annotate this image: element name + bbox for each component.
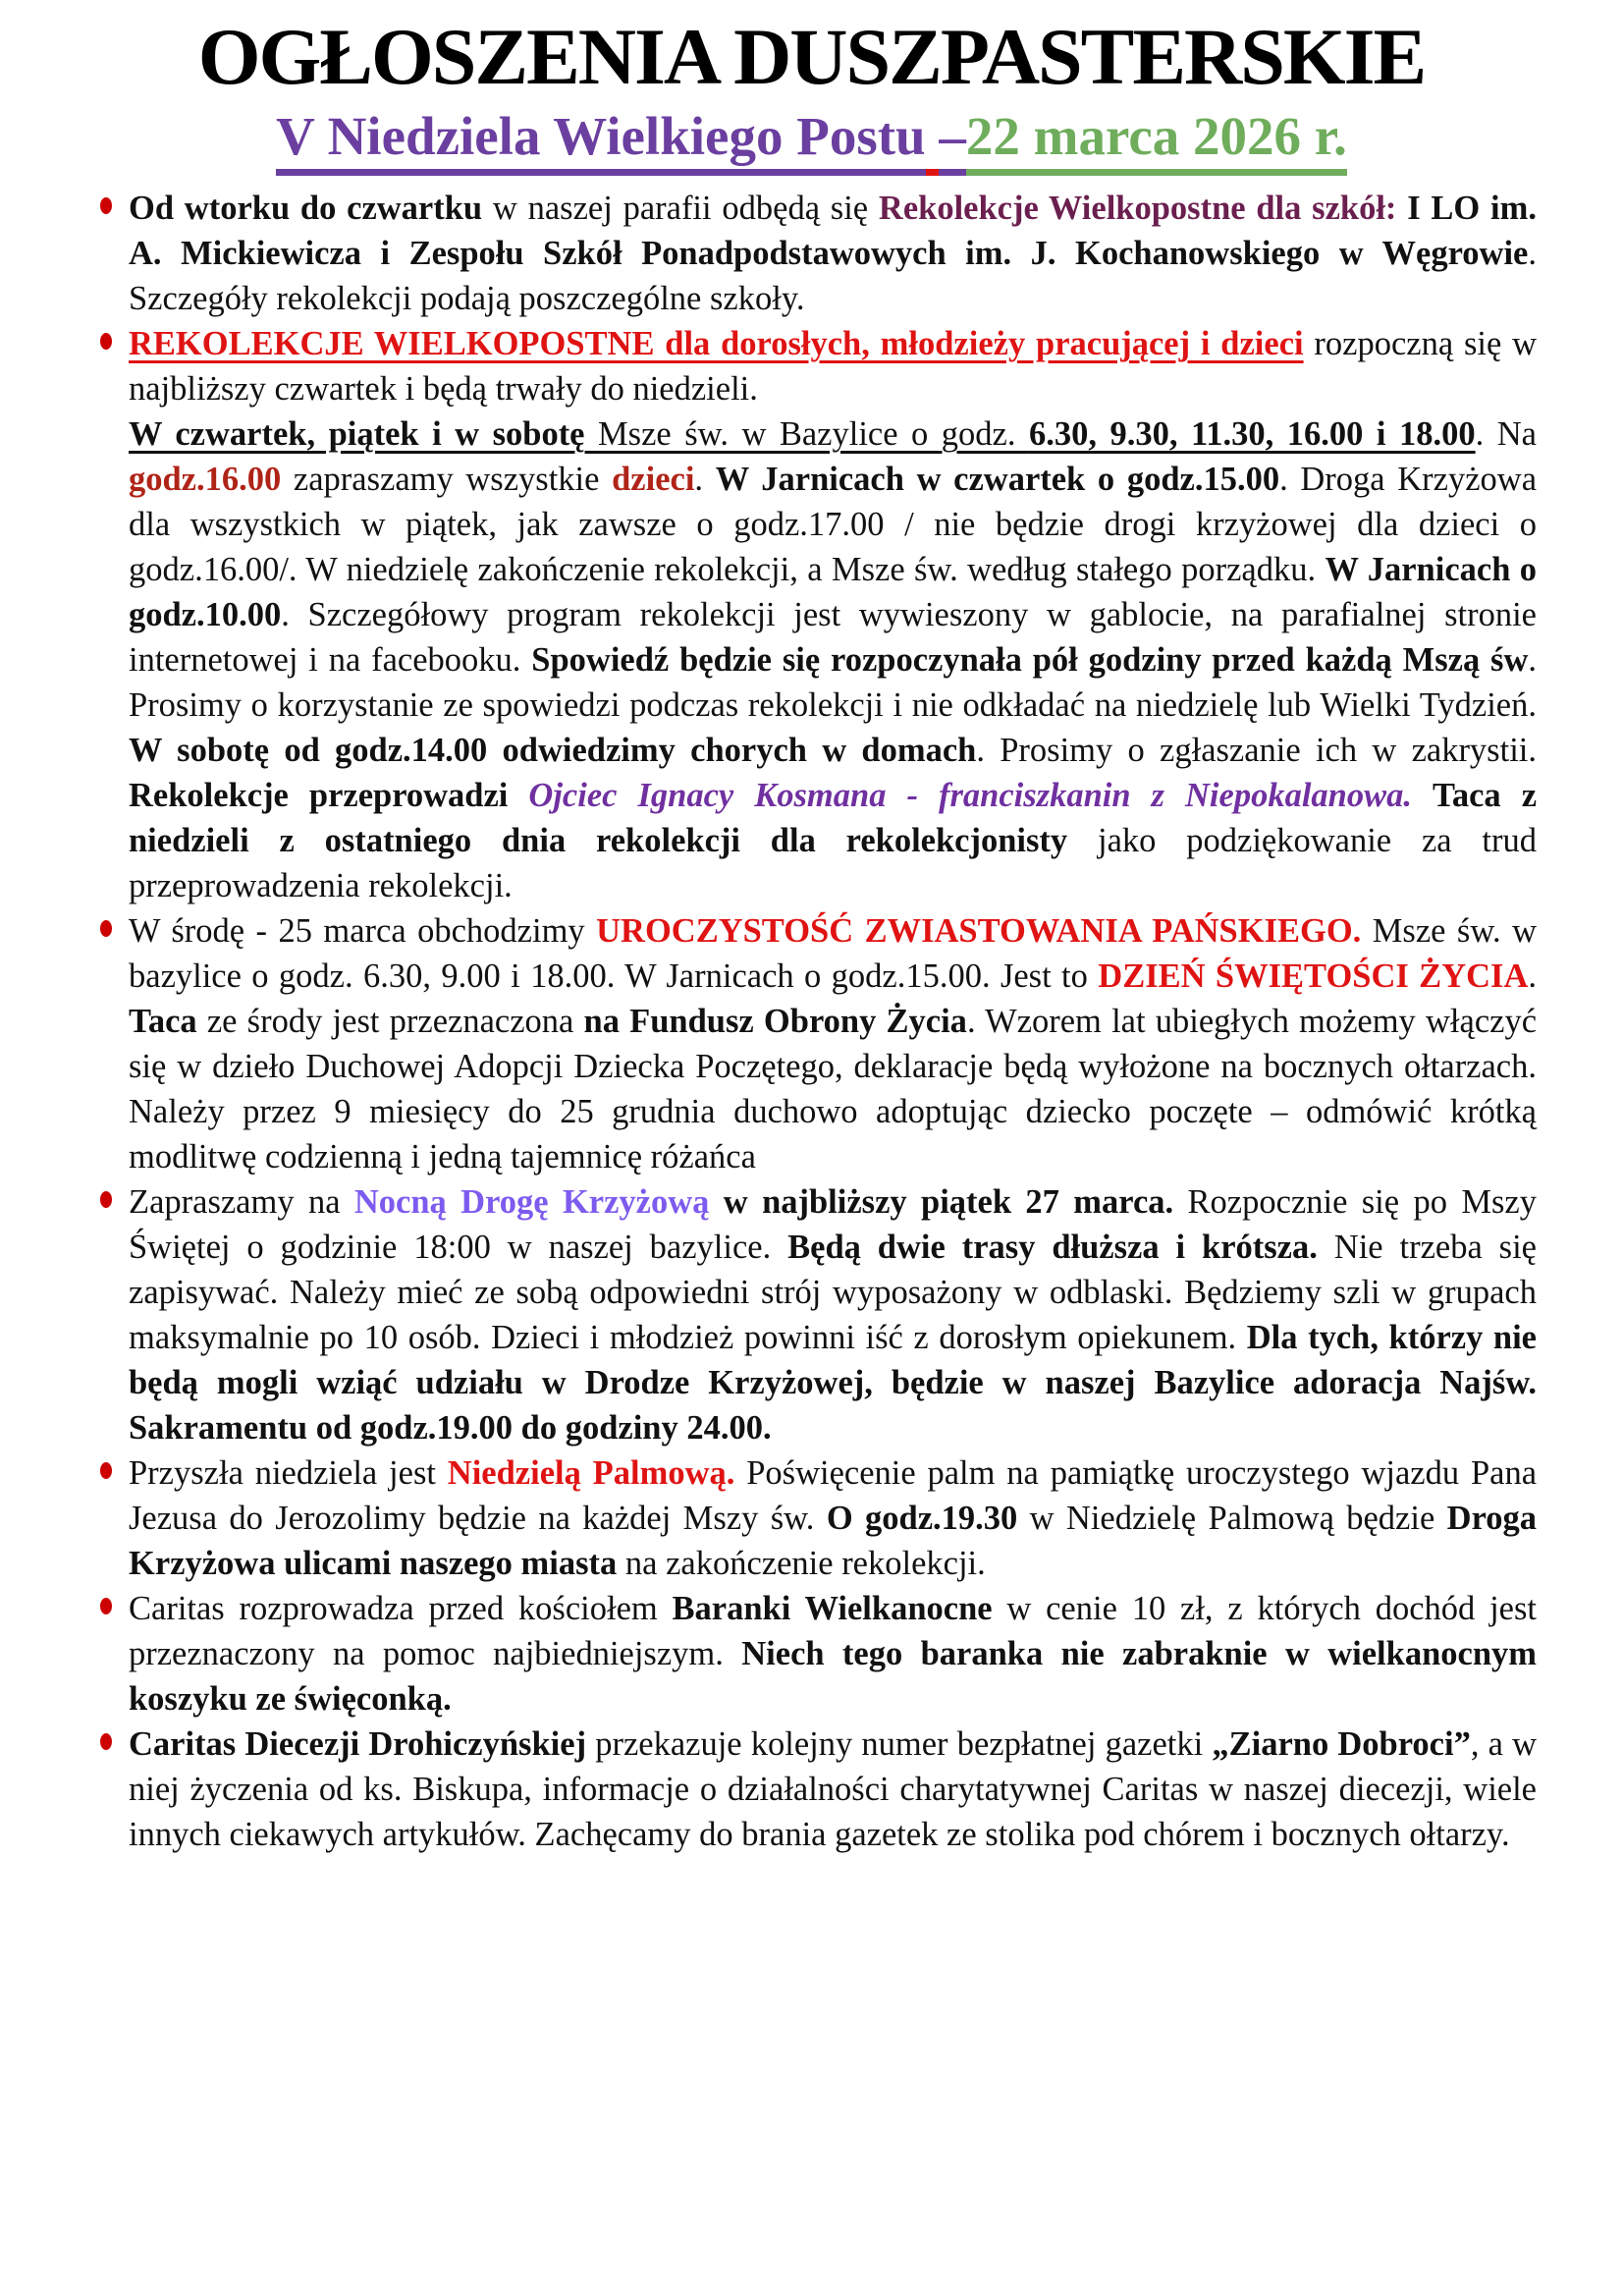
subtitle-season: V Niedziela Wielkiego Postu xyxy=(276,106,926,176)
text-segment: ze środy jest przeznaczona xyxy=(196,1003,584,1041)
bullet-icon xyxy=(100,1733,112,1750)
announcement-item xyxy=(96,186,1537,321)
text-segment: Niech tego baranka nie zabraknie w wielkanocnym koszyku ze święconką. xyxy=(129,1635,1537,1719)
text-segment: Taca xyxy=(129,1003,197,1041)
text-segment: na zakończenie rekolekcji. xyxy=(617,1545,986,1583)
text-segment: w cenie 10 zł, z których dochód jest przeznaczony na pomoc najbiedniejszym. xyxy=(129,1590,1537,1673)
bullet-icon xyxy=(100,197,112,214)
text-segment: Caritas Diecezji Drohiczyńskiej xyxy=(129,1725,587,1764)
text-segment: W Jarnicach w czwartek o godz.15.00 xyxy=(715,461,1280,499)
text-segment: . Szczegółowy program rekolekcji jest wywieszony w gablocie, na parafialnej stronie internetowej i na facebooku. xyxy=(129,596,1537,680)
text-segment: W Jarnicach o godz.10.00 xyxy=(129,551,1537,634)
bullet-icon xyxy=(100,1462,112,1479)
text-segment: W środę - 25 marca obchodzimy xyxy=(129,912,597,951)
text-segment: Taca z niedzieli z ostatniego dnia rekolekcji dla rekolekcjonisty xyxy=(129,777,1538,860)
text-segment: Nocną Drogę Krzyżową xyxy=(353,1183,710,1222)
announcement-list xyxy=(96,186,1537,1857)
text-segment: DZIEŃ ŚWIĘTOŚCI ŻYCIA xyxy=(1098,957,1529,996)
text-segment: Zapraszamy na xyxy=(129,1183,354,1222)
text-segment: Ojciec Ignacy Kosmana - franciszkanin z Niepokalanowa. xyxy=(528,777,1412,815)
text-segment: Dla tych, którzy nie będą mogli wziąć udziału w Drodze Krzyżowej, będzie w naszej Bazylice adoracja Najśw. Sakramentu od godz.19.00 do godziny 24.00. xyxy=(129,1319,1537,1448)
text-segment: Rozpocznie się po Mszy Świętej o godzinie 18:00 w naszej bazylice. xyxy=(129,1183,1537,1267)
text-segment: w najbliższy piątek 27 marca. xyxy=(723,1183,1174,1222)
page-title: OGŁOSZENIA DUSZPASTERSKIE xyxy=(197,12,1426,101)
text-segment: Od wtorku do czwartku xyxy=(129,190,483,228)
subtitle-date: 22 marca 2026 r. xyxy=(966,106,1347,176)
text-segment: , a w niej życzenia od ks. Biskupa, informacje o działalności charytatywnej Caritas w naszej diecezji, wiele innych ciekawych artykułów. Zachęcamy do brania gazetek ze stolika pod chórem i bocznych ołtarzy. xyxy=(129,1725,1537,1854)
text-segment: jako podziękowanie za trud przeprowadzenia rekolekcji. xyxy=(129,822,1537,905)
text-segment: godz.16.00 xyxy=(129,461,282,499)
announcement-item xyxy=(96,1450,1537,1586)
announcement-item xyxy=(96,321,1537,908)
text-segment: na Fundusz Obrony Życia xyxy=(583,1003,967,1041)
text-segment: Nie trzeba się zapisywać. Należy mieć ze sobą odpowiedni strój wyposażony w odblaski. Będziemy szli w grupach maksymalnie po 10 osób. Dzieci i młodzież powinni iść z dorosłym opiekunem. xyxy=(129,1229,1537,1357)
text-segment: W czwartek, piątek i w sobotę xyxy=(129,415,585,454)
text-segment: 6.30, 9.30, 11.30, 16.00 i 18.00 xyxy=(1028,415,1476,454)
text-segment: Przyszła niedziela jest xyxy=(129,1454,448,1493)
text-segment: Caritas rozprowadza przed kościołem xyxy=(129,1590,673,1628)
bullet-icon xyxy=(100,1598,112,1614)
text-segment: . Wzorem lat ubiegłych możemy włączyć się w dzieło Duchowej Adopcji Dziecka Poczętego, deklaracje będą wyłożone na bocznych ołtarzach. Należy przez 9 miesięcy do 25 grudnia duchowo adoptując dziecko poczęte – odmówić krótką modlitwę codzienną i jedną tajemnicę różańca xyxy=(129,1003,1538,1176)
text-segment: W sobotę od godz.14.00 odwiedzimy chorych w domach xyxy=(129,732,977,770)
text-segment: Rekolekcje przeprowadzi xyxy=(129,777,529,815)
text-segment: . Droga Krzyżowa dla wszystkich w piątek, jak zawsze o godz.17.00 / nie będzie drogi krzyżowej dla dzieci o godz.16.00/. W niedzielę zakończenie rekolekcji, a Msze św. według stałego porządku. xyxy=(129,461,1538,589)
text-segment: Msze św. w Bazylice o godz. xyxy=(584,415,1029,454)
text-segment: „Ziarno Dobroci” xyxy=(1212,1725,1471,1764)
text-segment: I LO im. A. Mickiewicza i Zespołu Szkół Ponadpodstawowych im. J. Kochanowskiego w Węgrowie xyxy=(129,190,1537,273)
text-segment xyxy=(709,1183,723,1221)
bullet-icon xyxy=(100,333,112,350)
text-segment: REKOLEKCJE WIELKOPOSTNE dla dorosłych, młodzieży pracującej i dzieci xyxy=(129,325,1304,363)
text-segment: . Na xyxy=(1475,415,1537,454)
text-segment: Droga Krzyżowa ulicami naszego miasta xyxy=(129,1500,1538,1583)
text-segment: zapraszamy wszystkie xyxy=(281,461,613,499)
text-segment: Spowiedź będzie się rozpoczynała pół godziny przed każdą Mszą św xyxy=(531,641,1529,680)
subtitle xyxy=(0,106,1623,167)
announcement-item xyxy=(96,908,1537,1179)
text-segment: . xyxy=(694,461,716,499)
announcement-item xyxy=(96,1722,1537,1857)
text-segment xyxy=(1412,777,1433,814)
announcement-item xyxy=(96,1179,1537,1450)
text-segment: dzieci xyxy=(612,461,695,499)
text-segment: Baranki Wielkanocne xyxy=(672,1590,993,1628)
bullet-icon xyxy=(100,920,112,937)
text-segment: . xyxy=(1528,957,1537,996)
text-segment: . Prosimy o korzystanie ze spowiedzi podczas rekolekcji i nie odkładać na niedzielę lub Wielki Tydzień. xyxy=(129,641,1538,725)
text-segment: przekazuje kolejny numer bezpłatnej gazetki xyxy=(586,1725,1213,1764)
text-segment: w naszej parafii odbędą się xyxy=(482,190,879,228)
text-segment: . Prosimy o zgłaszanie ich w zakrystii. xyxy=(976,732,1537,770)
text-segment: UROCZYSTOŚĆ ZWIASTOWANIA PAŃSKIEGO. xyxy=(596,912,1362,951)
subtitle-dash: – xyxy=(939,106,966,176)
text-segment: w Niedzielę Palmową będzie xyxy=(1017,1500,1447,1538)
text-segment: . Szczegóły rekolekcji podają poszczególne szkoły. xyxy=(129,235,1537,318)
text-segment: Niedzielą Palmową. xyxy=(447,1454,735,1493)
text-segment: Msze św. w bazylice o godz. 6.30, 9.00 i 18.00. W Jarnicach o godz.15.00. Jest to xyxy=(129,912,1537,996)
text-segment: Będą dwie trasy dłuższa i krótsza. xyxy=(787,1229,1318,1267)
text-segment: Rekolekcje Wielkopostne dla szkół: xyxy=(878,190,1397,228)
text-segment: O godz.19.30 xyxy=(826,1500,1018,1538)
bullet-icon xyxy=(100,1191,112,1208)
announcement-item xyxy=(96,1586,1537,1722)
text-segment: rozpoczną się w najbliższy czwartek i będą trwały do niedzieli. xyxy=(129,325,1538,409)
text-segment: Poświęcenie palm na pamiątkę uroczystego wjazdu Pana Jezusa do Jerozolimy będzie na każdej Mszy św. xyxy=(129,1454,1538,1538)
subtitle-red-underline-segment xyxy=(926,106,940,176)
